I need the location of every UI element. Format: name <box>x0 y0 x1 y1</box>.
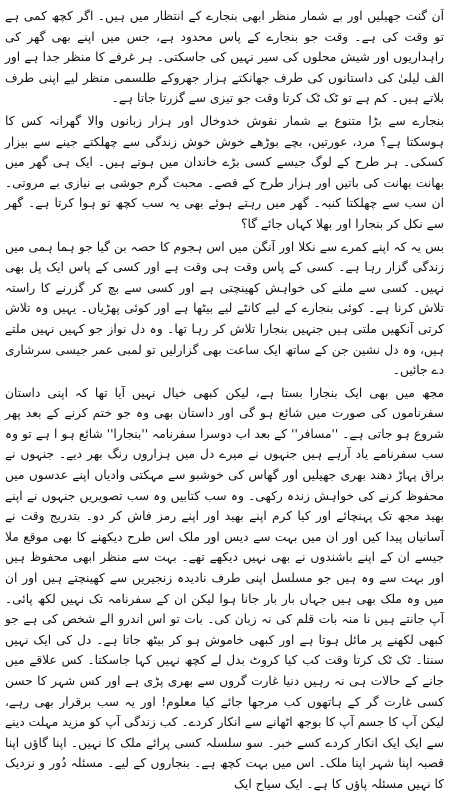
paragraph-1: اَن گنت جھیلیں اور بے شمار منظر ابھی بنجارے کے انتظار میں ہیں۔ اگر کچھ کمی ہے تو وقت کی ہے۔ وقت جو بنجارے کے پاس محدود ہے، جس میں اپنے بھی گھر کی راہداریوں اور شیش محلوں کی سیر نہیں کی جاسکتی۔ ہر غرفے کا منظر جدا ہے اور الف لیلیٰ کی داستانوں کی طرف جھانکتے ہزار جھروکے طلسمی منظر لیے اپنی طرف بلاتے ہیں۔ کم ہے تو ٹک ٹک کرتا وقت جو تیزی سے گزرتا جاتا ہے۔ <box>5 9 444 106</box>
paragraph-4: مجھ میں بھی ایک بنجارا بستا ہے، لیکن کبھی خیال نہیں آیا تھا کہ اپنی داستان سفرناموں کی صورت میں شائع ہو گی اور داستان بھی وہ جو ختم کرنے کے بعد پھر شروع ہو جاتی ہے۔ ''مسافر'' کے بعد اب دوسرا سفرنامہ ''بنجارا'' شائع ہو ا ہے تو وہ سب سفرنامے یاد آرہے ہیں جنہوں نے میرے دل میں ہزاروں رنگ بھر دیے۔ جنہوں نے براق پہاڑ دھند بھری جھیلیں اور گھاس کی خوشبو سے مہکتی وادیاں اپنے عدسوں میں محفوظ کرنے کی خواہش زندہ رکھی۔ وہ سب کتابیں وہ سب تصویریں جنہوں نے اپنے بھید مجھ تک پہنچائے اور کیا کرم اپنے بھید اور اپنے رمز فاش کر دو۔ بتدریج وقت نے آسانیاں پیدا کیں اور ان میں بہت سے دیس اور ملک اس طرح دیکھنے کا بھی موقع ملا جیسے ان کے اپنے باشندوں نے بھی نہیں دیکھے تھے۔ بہت سے منظر ابھی محفوظ ہیں اور بہت سے وہ ہیں جو مسلسل اپنی طرف نادیدہ زنجیریں سے کھینچتے ہیں اور ان میں وہ ملک بھی ہیں جہاں بار بار جانا ہوا لیکن ان کے سفرنامہ تک نہیں لکھ پائی۔ آپ جانتے ہیں نا منہ بات قلم کی نہ زبان کی۔ بات تو اس اندرو الے شخص کی ہے جو کبھی لکھنے پر مائل ہوتا ہے اور کبھی خاموش ہو کر بیٹھ جاتا ہے۔ دل کی ایک نہیں سنتا۔ ٹک ٹک کرتا وقت کب کیا کروٹ بدل لے کچھ نہیں کہا جاسکتا۔ کس علاقے میں جانے کے حالات ہی نہ رہیں دنیا غارت گروں سے بھری پڑی ہے اور کس شہر کا حسن کسی غارت گر کے ہاتھوں کب مرجھا جائے کیا معلوم! اور یہ سب برقرار بھی رہے، لیکن آپ کا جسم آپ کا بوجھ اٹھانے سے انکار کردے۔ کب زندگی آپ کو مزید مہلت دینے سے ایک ایک انکار کردے کسے خبر۔ سو سلسلہ کسی پرائے ملک کا نہیں۔ اپنا گاؤں اپنا قصبہ اپنا شہر اپنا ملک۔ اس میں بہت کچھ ہے۔ بنجاروں کے لیے۔ مسئلہ دُور و نزدیک کا نہیں مسئلہ پاؤں کا ہے۔ ایک سیاح ایک <box>5 385 444 791</box>
paragraph-2: بنجارے سے بڑا متنوع بے شمار نقوش خدوخال اور ہزار زبانوں والا گھرانہ کس کا ہوسکتا ہے؟ مرد، عورتیں، بچے بوڑھے خوش خوش زندگی سے چھلکتے جینے سے بیزار کسکی۔ ہر طرح کے لوگ جیسے کسی بڑے خاندان میں ہوتے ہیں۔ ایک ہی گھر میں بھانت بھانت کی باتیں اور ہزار طرح کے قصے۔ محبت گرم جوشی بے نیازی بے مروتی۔ ان سب سے چھلکتا کنبہ۔ گھر میں رہتے ہوئے بھی یہ سب کچھ تو ہوا کرتا ہے۔ گھر سے نکل کر بنجارا اور بھلا کہاں جائے گا؟ <box>5 113 444 231</box>
paragraph-3: بس یہ کہ اپنے کمرے سے نکلا اور آنگن میں اس ہجوم کا حصہ بن گیا جو ہما ہمی میں زندگی گزار رہا ہے۔ کسی کے پاس وقت ہی وقت ہے اور کسی کے پاس ایک پل بھی نہیں۔ کسی سے ملنے کی خواہش کھینچتی ہے اور کسی سے بچ کر گزرنے کا راستہ تلاش کرنا ہے۔ کوئی بنجارے کے لیے کانٹے لیے بیٹھا ہے اور کوئی پھڑیاں۔ یہیں وہ تلاش کرتی آنکھیں ملتی ہیں جنہیں بنجارا تلاش کر رہا تھا۔ وہ دل نواز جو کہیں نہیں ملتے ہیں، وہ دل نشین جن کے ساتھ ایک ساعت بھی گزارلیں تو لمبی عمر جیسی سرشاری دے جائیں۔ <box>5 239 444 378</box>
